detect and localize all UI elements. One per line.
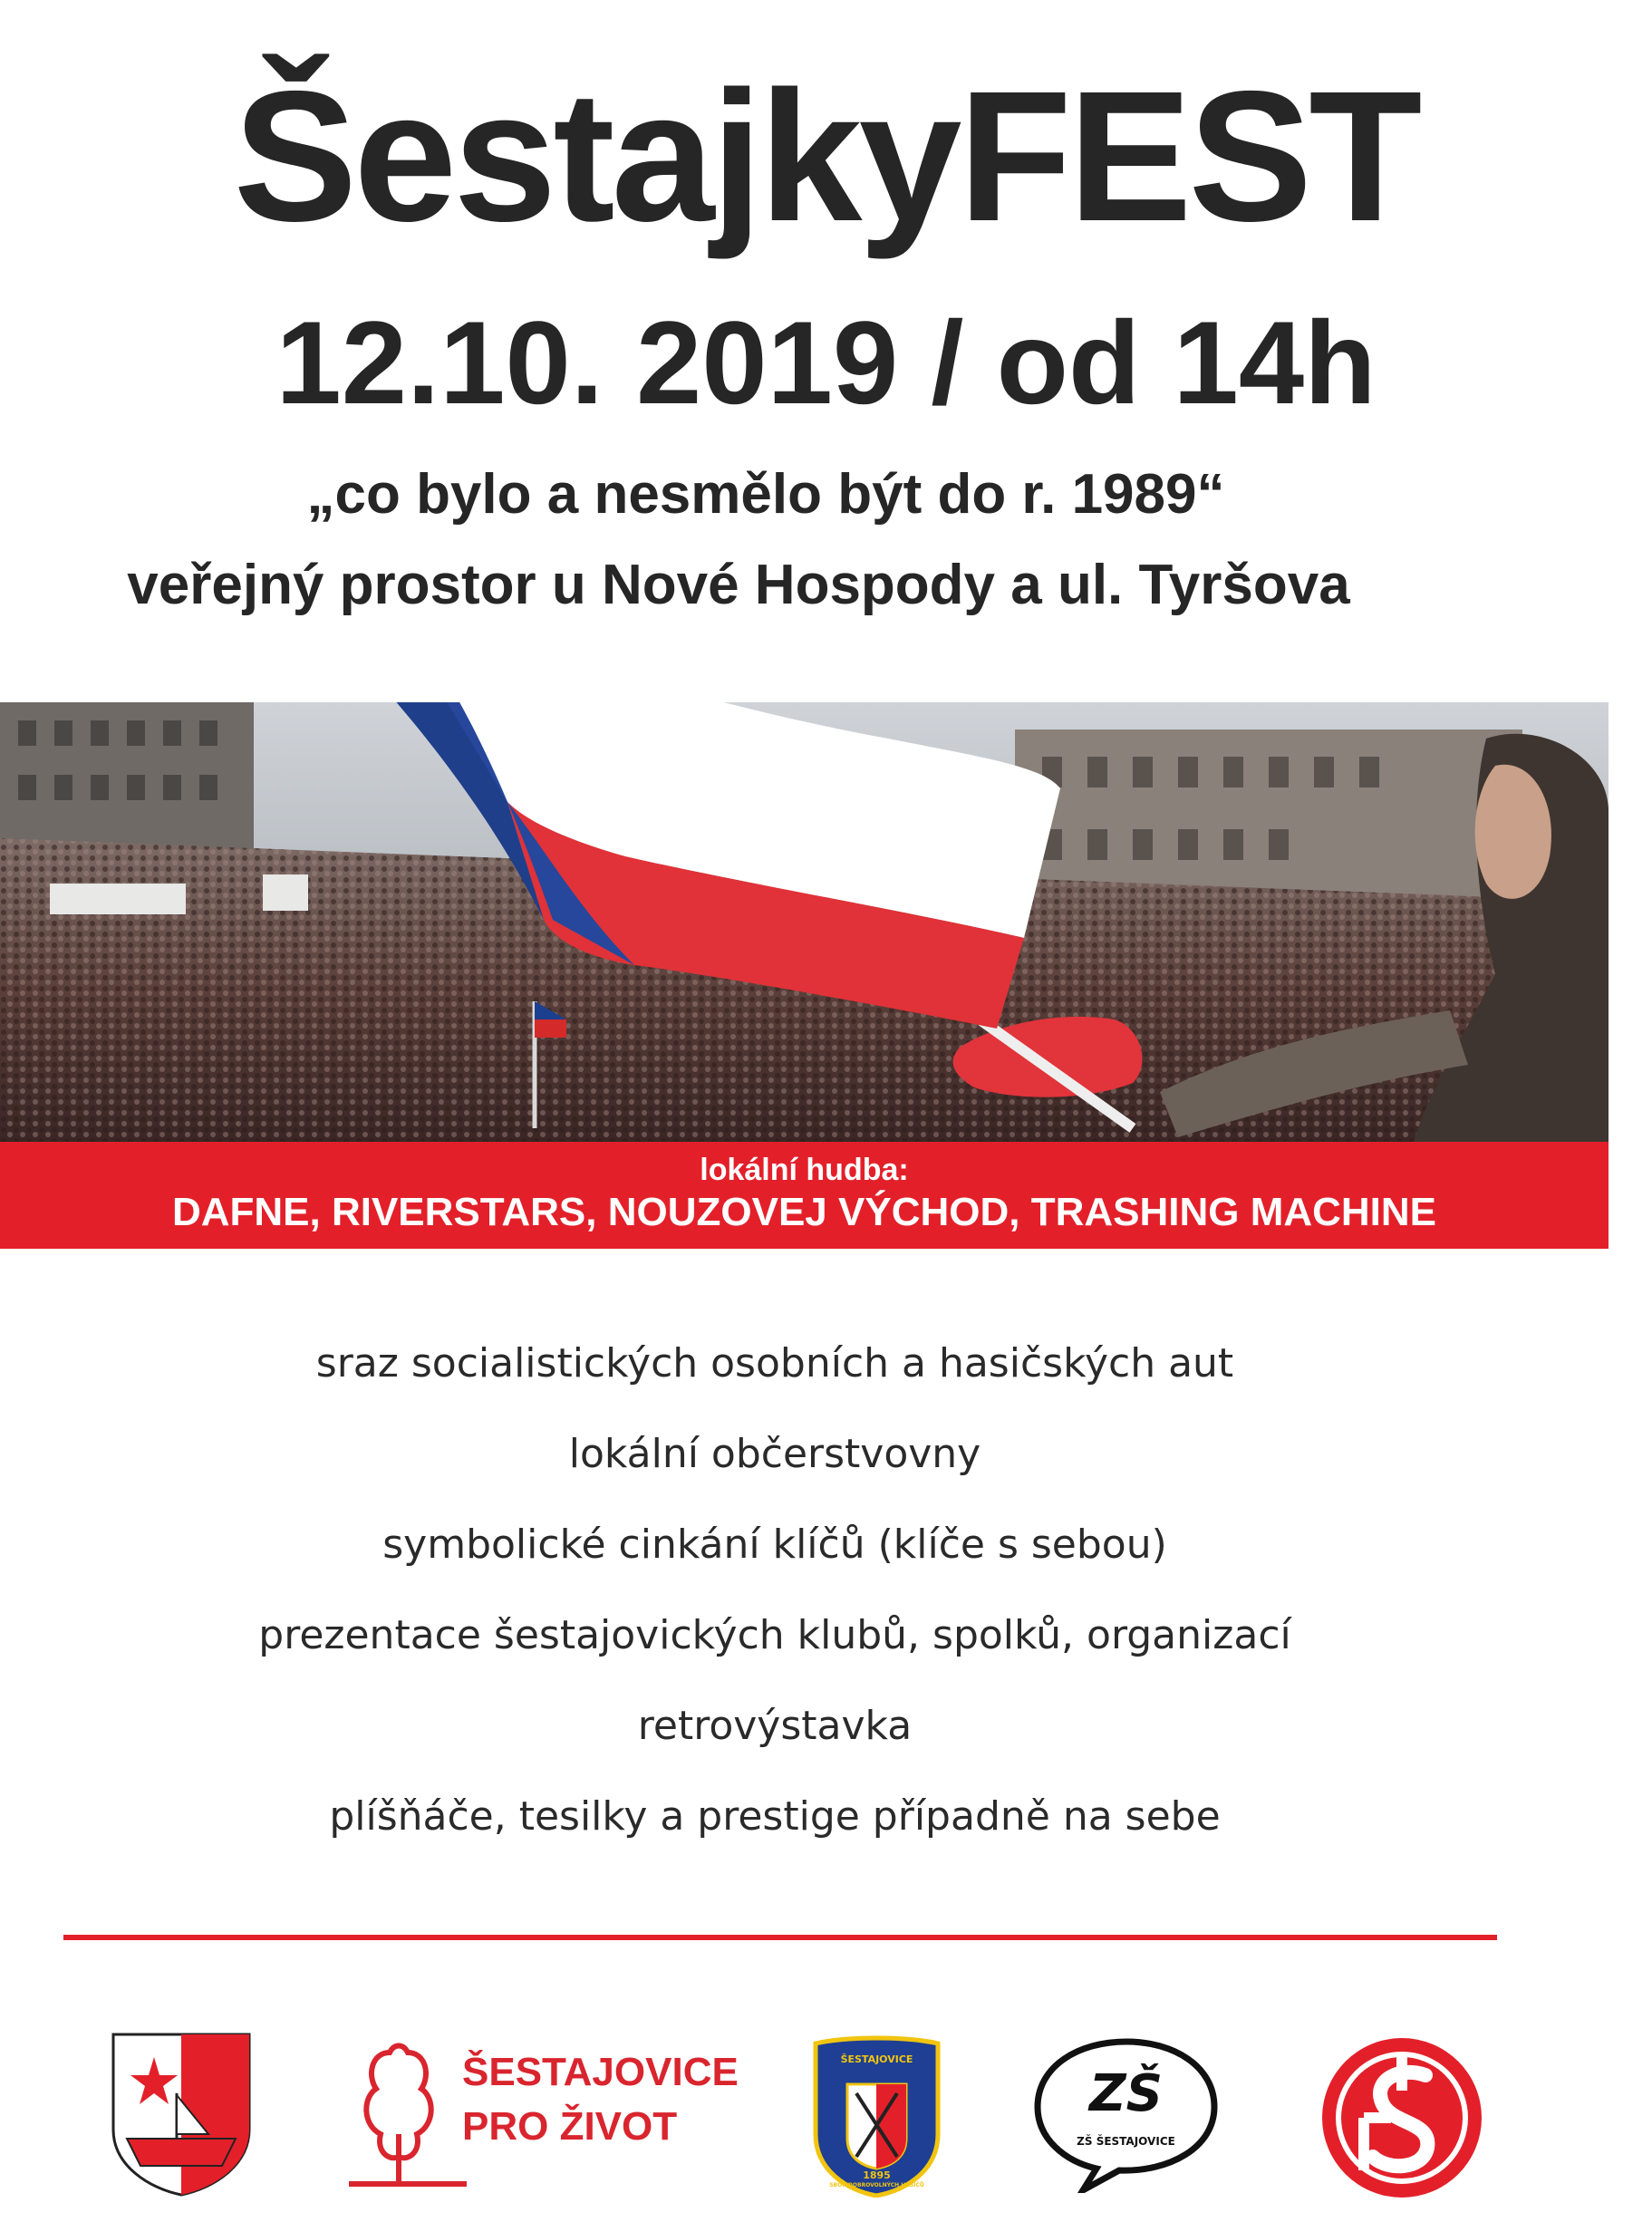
- zivot-logo-line1: ŠESTAJOVICE: [462, 2050, 739, 2094]
- footer-divider: [63, 1935, 1497, 1940]
- program-item: lokální občerstvovny: [568, 1431, 981, 1477]
- zs-mark: ZŠ: [1089, 2064, 1163, 2123]
- firefighters-badge-logo: [811, 2034, 942, 2198]
- crowd-flag-photo: [0, 702, 1609, 1142]
- hasici-year-text: 1895: [863, 2169, 891, 2181]
- hasici-top-text: ŠESTAJOVICE: [840, 2053, 913, 2065]
- program-item: plíšňáče, tesilky a prestige případně na sebe: [329, 1793, 1221, 1840]
- sestajovice-pro-zivot-logo: [349, 2034, 739, 2193]
- zs-caption: ZŠ ŠESTAJOVICE: [1077, 2135, 1175, 2148]
- event-subtitle: „co bylo a nesmělo být do r. 1989“: [306, 463, 1225, 526]
- event-date: 12.10. 2019 / od 14h: [275, 296, 1377, 429]
- program-list: [0, 1341, 1550, 1885]
- event-location: veřejný prostor u Nové Hospody a ul. Tyršova: [127, 554, 1350, 616]
- sokol-logo: [1319, 2034, 1486, 2202]
- zivot-logo-line2: PRO ŽIVOT: [462, 2104, 678, 2149]
- coat-of-arms-logo: [109, 2030, 254, 2198]
- zs-sestajovice-logo: [1029, 2034, 1223, 2193]
- program-item: sraz socialistických osobních a hasičských aut: [315, 1340, 1234, 1386]
- music-label: lokální hudba:: [700, 1153, 909, 1187]
- program-item: prezentace šestajovických klubů, spolků, organizací: [258, 1612, 1291, 1658]
- music-lineup: DAFNE, RIVERSTARS, NOUZOVEJ VÝCHOD, TRASHING MACHINE: [171, 1190, 1437, 1234]
- program-item: symbolické cinkání klíčů (klíče s sebou): [382, 1522, 1167, 1568]
- hasici-bottom-text: SBOR DOBROVOLNÝCH HASIČŮ: [829, 2182, 924, 2188]
- music-band: [0, 1142, 1609, 1249]
- event-title: ŠestajkyFEST: [233, 53, 1419, 260]
- program-item: retrovýstavka: [637, 1703, 913, 1749]
